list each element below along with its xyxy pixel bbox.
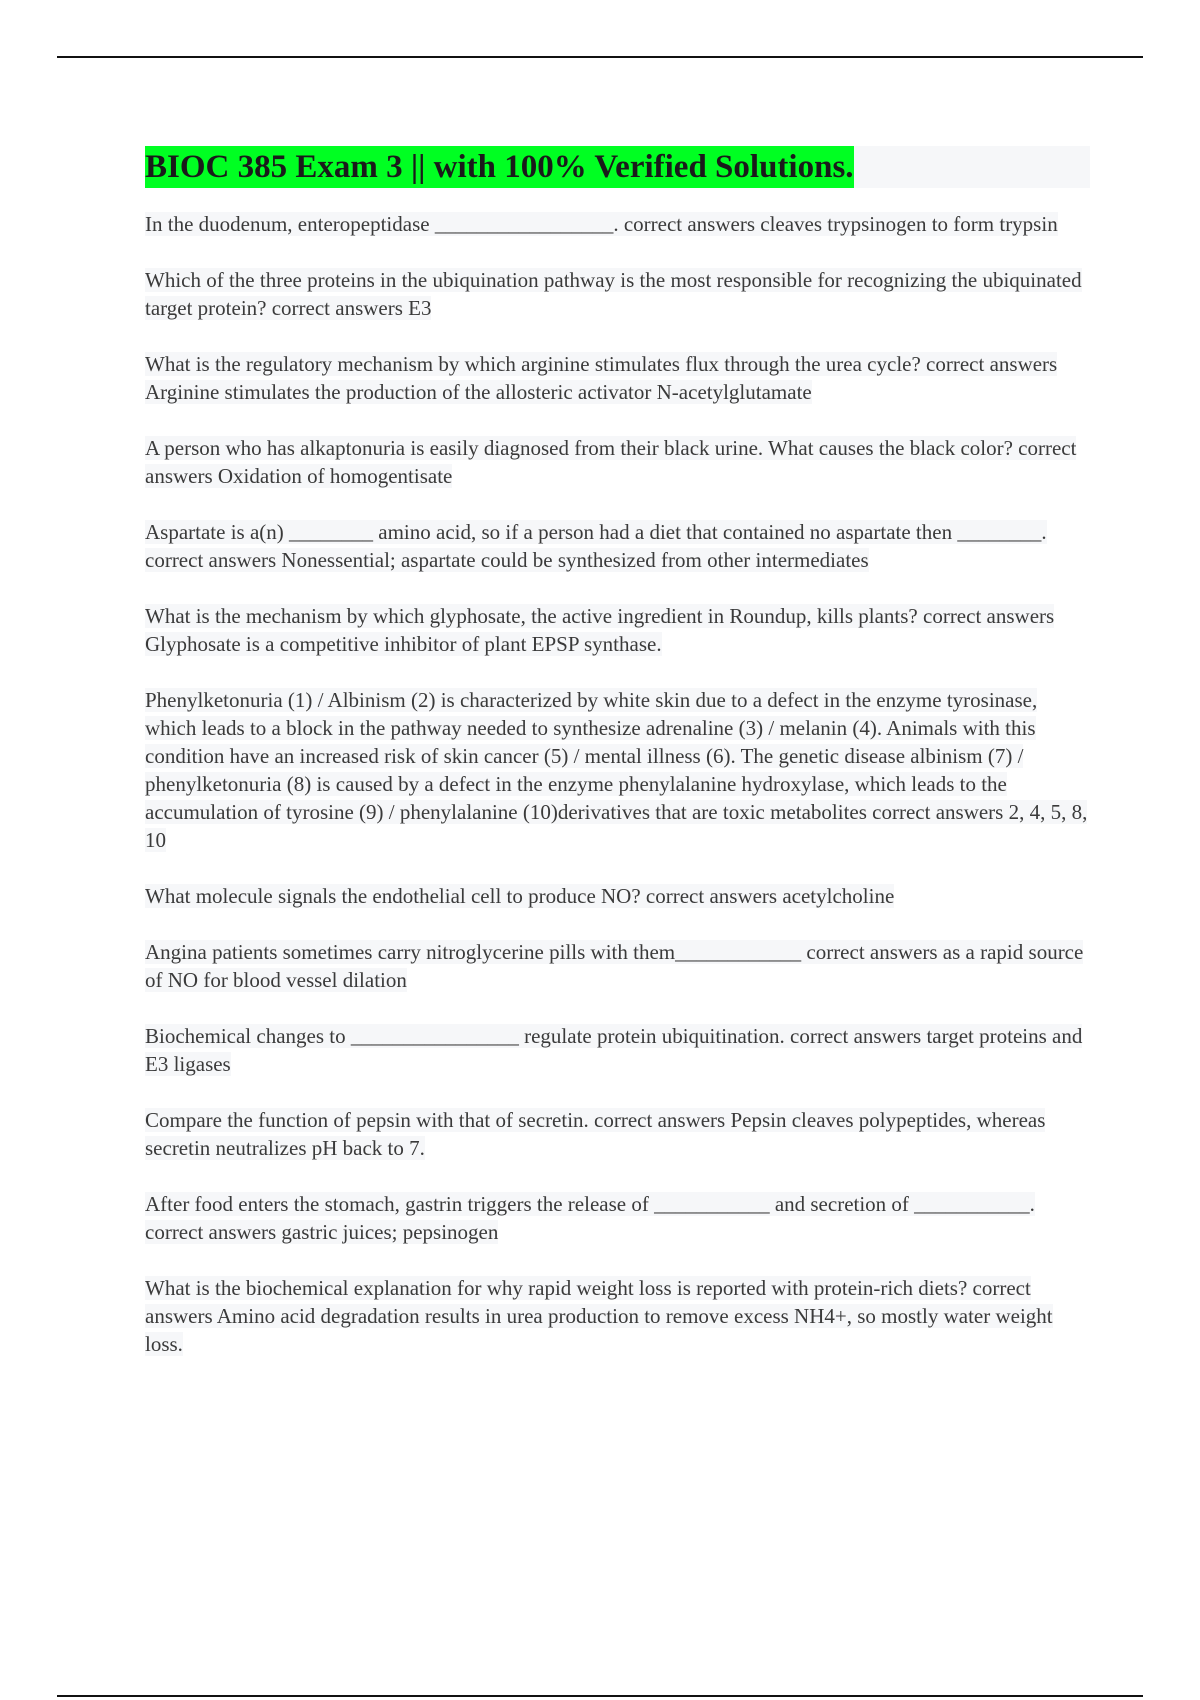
qa-item-6	[145, 602, 1090, 658]
document-title: BIOC 385 Exam 3 || with 100% Verified Solutions.	[145, 146, 854, 188]
bottom-rule	[57, 1695, 1143, 1697]
qa-item-4	[145, 434, 1090, 490]
qa-item-5	[145, 518, 1090, 574]
document-body	[145, 146, 1090, 1386]
qa-text: Aspartate is a(n) ________ amino acid, so if a person had a diet that contained no aspartate then ________. correct answers Nonessential; aspartate could be synthesized from other intermediates	[145, 520, 1047, 572]
qa-text: A person who has alkaptonuria is easily diagnosed from their black urine. What causes the black color? correct answers Oxidation of homogentisate	[145, 436, 1077, 488]
qa-item-2	[145, 266, 1090, 322]
qa-text: In the duodenum, enteropeptidase _________________. correct answers cleaves trypsinogen to form trypsin	[145, 212, 1058, 236]
qa-text: Compare the function of pepsin with that of secretin. correct answers Pepsin cleaves polypeptides, whereas secretin neutralizes pH back to 7.	[145, 1108, 1046, 1160]
qa-text: Which of the three proteins in the ubiquination pathway is the most responsible for recognizing the ubiquinated target protein? correct answers E3	[145, 268, 1082, 320]
qa-item-12	[145, 1190, 1090, 1246]
qa-item-11	[145, 1106, 1090, 1162]
qa-item-7	[145, 686, 1090, 854]
qa-item-9	[145, 938, 1090, 994]
qa-text: What molecule signals the endothelial cell to produce NO? correct answers acetylcholine	[145, 884, 895, 908]
qa-item-3	[145, 350, 1090, 406]
qa-item-10	[145, 1022, 1090, 1078]
title-row	[145, 146, 1090, 188]
qa-item-8	[145, 882, 1090, 910]
qa-text: Angina patients sometimes carry nitroglycerine pills with them____________ correct answers as a rapid source of NO for blood vessel dilation	[145, 940, 1084, 992]
qa-text: Biochemical changes to ________________ regulate protein ubiquitination. correct answers target proteins and E3 ligases	[145, 1024, 1083, 1076]
qa-text: Phenylketonuria (1) / Albinism (2) is characterized by white skin due to a defect in the enzyme tyrosinase, which leads to a block in the pathway needed to synthesize adrenaline (3) / melanin (4). Animals with this condition have an increased risk of skin cancer (5) / mental illness (6). The genetic disease albinism (7) / phenylketonuria (8) is caused by a defect in the enzyme phenylalanine hydroxylase, which leads to the accumulation of tyrosine (9) / phenylalanine (10)derivatives that are toxic metabolites correct answers 2, 4, 5, 8, 10	[145, 688, 1088, 852]
qa-text: After food enters the stomach, gastrin triggers the release of ___________ and secretion of ___________. correct answers gastric juices; pepsinogen	[145, 1192, 1035, 1244]
top-rule	[57, 56, 1143, 58]
qa-text: What is the mechanism by which glyphosate, the active ingredient in Roundup, kills plants? correct answers Glyphosate is a competitive inhibitor of plant EPSP synthase.	[145, 604, 1055, 656]
qa-text: What is the biochemical explanation for why rapid weight loss is reported with protein-rich diets? correct answers Amino acid degradation results in urea production to remove excess NH4+, so mostly water weight loss.	[145, 1276, 1053, 1356]
qa-text: What is the regulatory mechanism by which arginine stimulates flux through the urea cycle? correct answers Arginine stimulates the production of the allosteric activator N-acetylglutamate	[145, 352, 1058, 404]
qa-item-13	[145, 1274, 1090, 1358]
qa-item-1	[145, 210, 1090, 238]
